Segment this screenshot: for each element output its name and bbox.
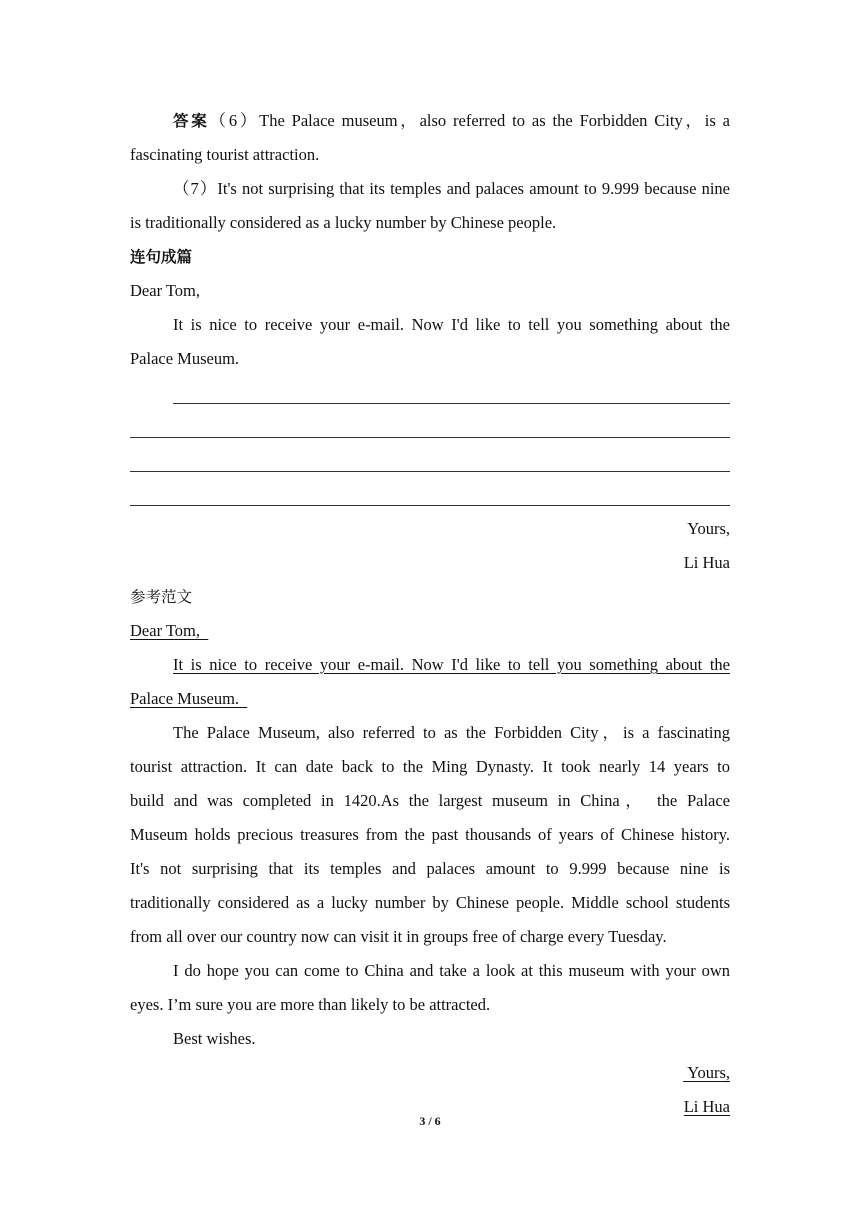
writing-blank-line-3[interactable] bbox=[130, 444, 730, 478]
sample-p2-line-7: from all over our country now can visit it in groups free of charge every Tuesday. bbox=[130, 927, 667, 946]
page-content bbox=[130, 104, 730, 1124]
writing-blank-line-2[interactable] bbox=[130, 410, 730, 444]
answer-text-6: （6）The Palace museum，also referred to as the Forbidden City，is a bbox=[209, 111, 730, 130]
answer-line-2: fascinating tourist attraction. bbox=[130, 145, 320, 164]
answer-line-3: （7）It's not surprising that its temples and palaces amount to 9.999 because nine bbox=[173, 179, 730, 198]
writing-blank-line-4[interactable] bbox=[130, 478, 730, 512]
page-number: 3 / 6 bbox=[419, 1114, 441, 1128]
sample-closing-line bbox=[130, 1056, 730, 1090]
sample-greeting-line bbox=[130, 614, 730, 648]
section-heading: 连句成篇 bbox=[130, 248, 193, 266]
sample-p4: Best wishes. bbox=[173, 1029, 256, 1048]
blank-rule bbox=[130, 437, 730, 438]
blank-rule bbox=[130, 505, 730, 506]
sample-p2-line-6: traditionally considered as a lucky number by Chinese people. Middle school students bbox=[130, 893, 730, 912]
sample-p1-line-2-wrap bbox=[130, 682, 730, 716]
letter-signature: Li Hua bbox=[683, 553, 730, 572]
sample-p1-line-1: It is nice to receive your e-mail. Now I'd like to tell you something about the bbox=[173, 655, 730, 674]
blank-rule bbox=[130, 471, 730, 472]
blank-rule bbox=[173, 403, 730, 404]
letter-paragraph-line-2: Palace Museum. bbox=[130, 349, 240, 368]
letter-closing: Yours, bbox=[687, 519, 730, 538]
sample-greeting: Dear Tom, bbox=[130, 621, 201, 640]
sample-p2-line-5: It's not surprising that its temples and palaces amount to 9.999 because nine is bbox=[130, 859, 730, 878]
letter-greeting: Dear Tom, bbox=[130, 281, 201, 300]
writing-blank-line-1[interactable] bbox=[130, 376, 730, 410]
sample-p1-line-2: Palace Museum. bbox=[130, 689, 240, 708]
sample-p2-line-1: The Palace Museum, also referred to as the Forbidden City，is a fascinating bbox=[173, 723, 730, 742]
sample-p3-line-1: I do hope you can come to China and take a look at this museum with your own bbox=[173, 961, 730, 980]
answer-line-1 bbox=[130, 104, 730, 138]
answer-label: 答案 bbox=[173, 112, 210, 130]
sample-heading: 参考范文 bbox=[130, 588, 193, 606]
sample-signature: Li Hua bbox=[683, 1097, 730, 1116]
sample-p2-line-2: tourist attraction. It can date back to the Ming Dynasty. It took nearly 14 years to bbox=[130, 757, 730, 776]
sample-p2-line-3: build and was completed in 1420.As the largest museum in China， the Palace bbox=[130, 791, 730, 810]
letter-paragraph-line-1: It is nice to receive your e-mail. Now I'd like to tell you something about the bbox=[173, 315, 730, 334]
sample-closing: Yours, bbox=[687, 1063, 730, 1082]
answer-line-4: is traditionally considered as a lucky number by Chinese people. bbox=[130, 213, 557, 232]
sample-p2-line-4: Museum holds precious treasures from the past thousands of years of Chinese history. bbox=[130, 825, 730, 844]
sample-p3-line-2: eyes. I’m sure you are more than likely to be attracted. bbox=[130, 995, 491, 1014]
